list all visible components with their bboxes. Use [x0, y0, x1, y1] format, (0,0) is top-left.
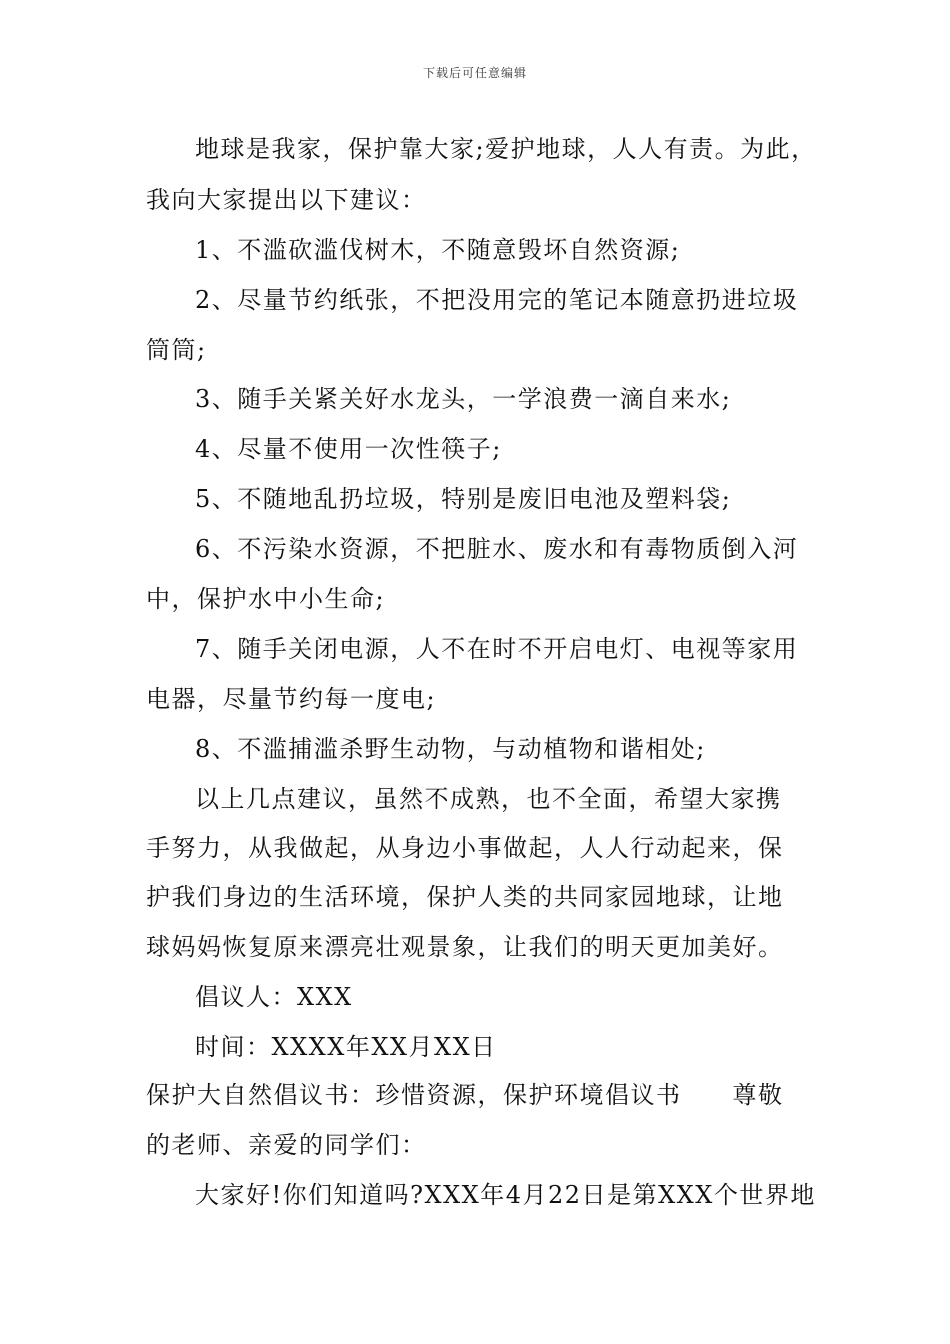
paragraph-line: 手努力，从我做起，从身边小事做起，人人行动起来，保: [146, 834, 784, 862]
page-header: 下载后可任意编辑: [422, 66, 527, 80]
paragraph-line: 4、尽量不使用一次性筷子;: [195, 435, 502, 463]
paragraph-line: 球妈妈恢复原来漂亮壮观景象，让我们的明天更加美好。: [146, 933, 784, 961]
paragraph-line: 5、不随地乱扔垃圾，特别是废旧电池及塑料袋;: [195, 485, 732, 513]
paragraph-line: 的老师、亲爱的同学们：: [146, 1131, 427, 1159]
paragraph-line: 7、随手关闭电源，人不在时不开启电灯、电视等家用: [195, 635, 799, 663]
paragraph-line: 电器，尽量节约每一度电;: [146, 685, 437, 713]
paragraph-line: 地球是我家，保护靠大家;爱护地球，人人有责。为此，: [195, 135, 817, 163]
date-line: 时间：XXXX年XX月XX日: [195, 1033, 497, 1061]
paragraph-line: 8、不滥捕滥杀野生动物，与动植物和谐相处;: [195, 735, 706, 763]
paragraph-line: 大家好!你们知道吗?XXX年4月22日是第XXX个世界地: [195, 1181, 816, 1209]
signature-line: 倡议人：XXX: [195, 983, 353, 1011]
paragraph-line: 护我们身边的生活环境，保护人类的共同家园地球，让地: [146, 883, 784, 911]
paragraph-line: 以上几点建议，虽然不成熟，也不全面，希望大家携: [195, 785, 782, 813]
section-title-line: 保护大自然倡议书：珍惜资源，保护环境倡议书 尊敬: [146, 1081, 784, 1109]
paragraph-line: 1、不滥砍滥伐树木，不随意毁坏自然资源;: [195, 236, 681, 264]
paragraph-line: 筒筒;: [146, 336, 207, 364]
paragraph-line: 3、随手关紧关好水龙头，一学浪费一滴自来水;: [195, 385, 732, 413]
paragraph-line: 我向大家提出以下建议：: [146, 186, 427, 214]
paragraph-line: 2、尽量节约纸张，不把没用完的笔记本随意扔进垃圾: [195, 286, 799, 314]
paragraph-line: 中，保护水中小生命;: [146, 585, 386, 613]
paragraph-line: 6、不污染水资源，不把脏水、废水和有毒物质倒入河: [195, 535, 799, 563]
